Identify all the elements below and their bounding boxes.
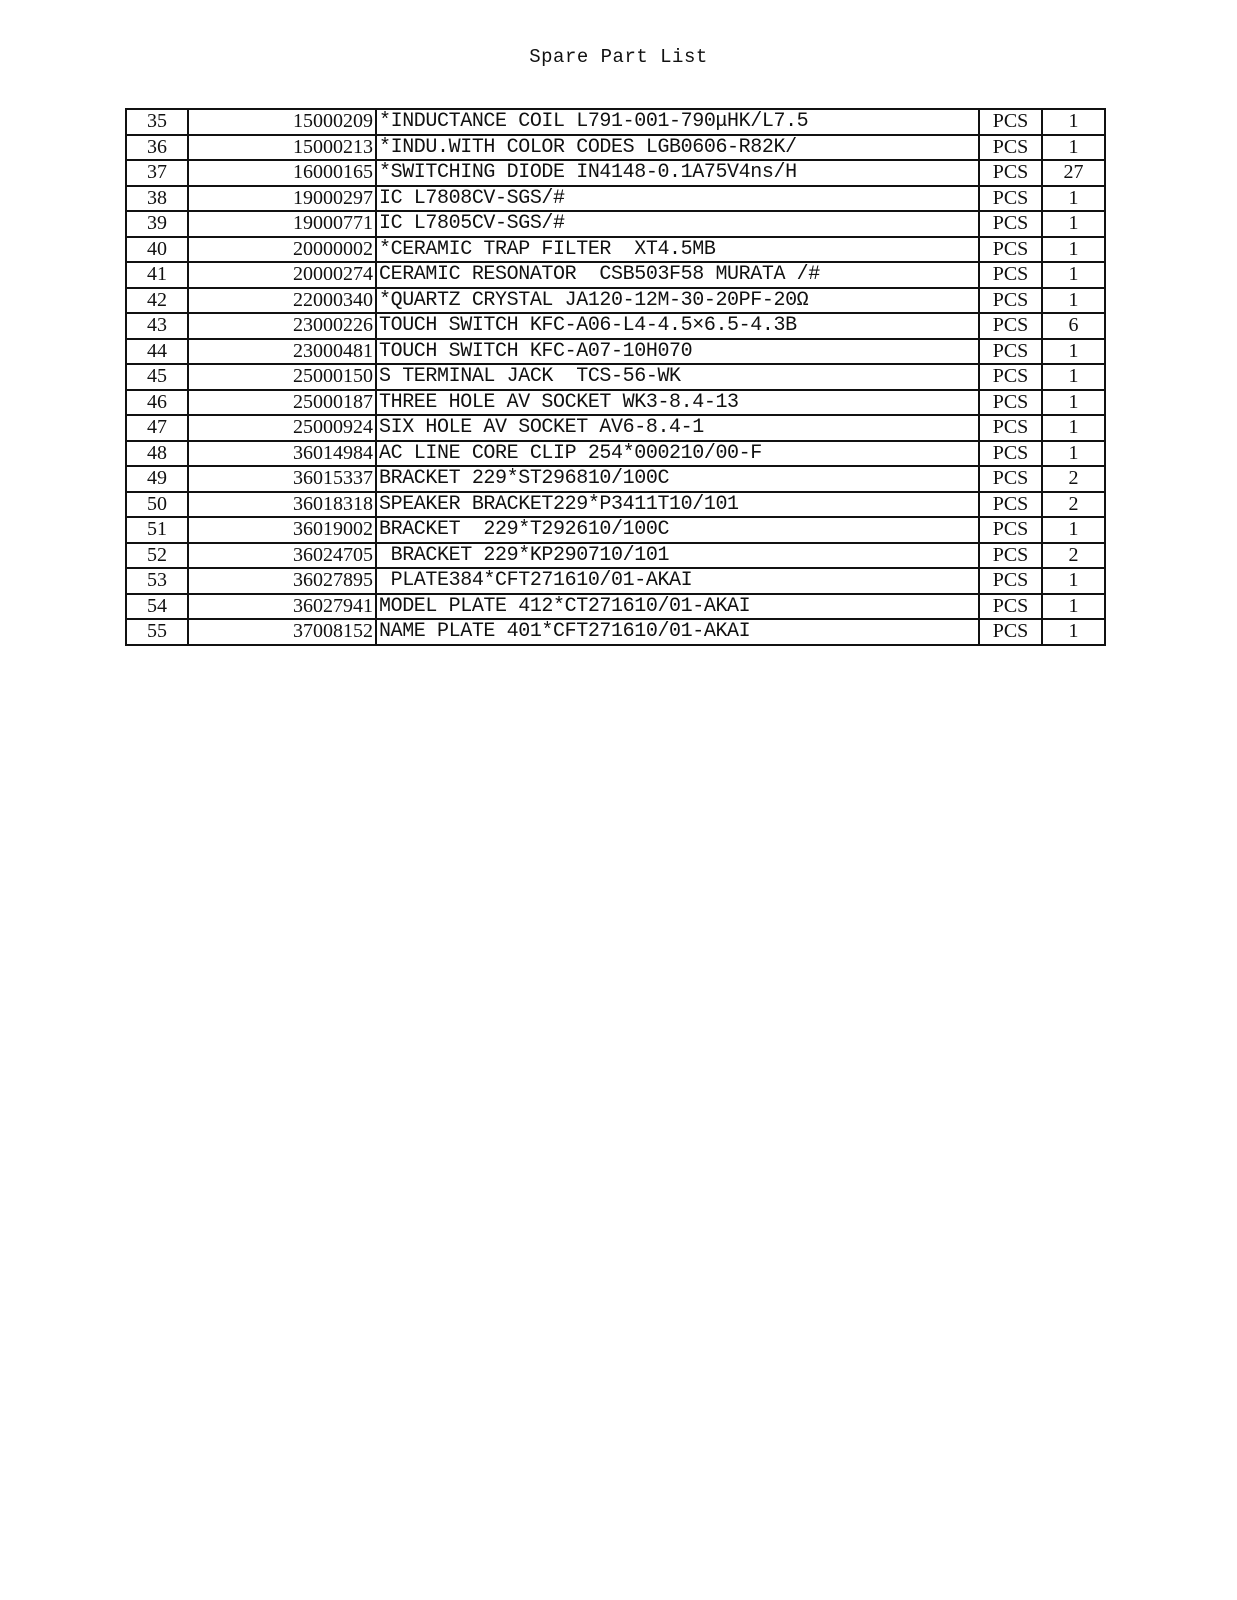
quantity-cell: 1	[1042, 619, 1105, 645]
part-code-cell: 20000002	[188, 237, 376, 263]
part-description-cell: MODEL PLATE 412*CT271610/01-AKAI	[376, 594, 979, 620]
table-row	[126, 619, 1105, 645]
table-row	[126, 186, 1105, 212]
unit-cell: PCS	[979, 492, 1042, 518]
part-description-cell: *QUARTZ CRYSTAL JA120-12M-30-20PF-20Ω	[376, 288, 979, 314]
item-number-cell: 48	[126, 441, 188, 467]
table-row	[126, 390, 1105, 416]
unit-cell: PCS	[979, 441, 1042, 467]
spare-parts-table	[125, 108, 1106, 646]
table-row	[126, 288, 1105, 314]
quantity-cell: 1	[1042, 288, 1105, 314]
part-code-cell: 36024705	[188, 543, 376, 569]
quantity-cell: 27	[1042, 160, 1105, 186]
quantity-cell: 1	[1042, 568, 1105, 594]
item-number-cell: 35	[126, 109, 188, 135]
part-code-cell: 20000274	[188, 262, 376, 288]
unit-cell: PCS	[979, 313, 1042, 339]
unit-cell: PCS	[979, 339, 1042, 365]
part-description-cell: THREE HOLE AV SOCKET WK3-8.4-13	[376, 390, 979, 416]
part-description-cell: *CERAMIC TRAP FILTER XT4.5MB	[376, 237, 979, 263]
part-description-cell: BRACKET 229*T292610/100C	[376, 517, 979, 543]
part-code-cell: 19000771	[188, 211, 376, 237]
part-code-cell: 15000213	[188, 135, 376, 161]
quantity-cell: 1	[1042, 517, 1105, 543]
unit-cell: PCS	[979, 568, 1042, 594]
part-code-cell: 37008152	[188, 619, 376, 645]
unit-cell: PCS	[979, 619, 1042, 645]
item-number-cell: 45	[126, 364, 188, 390]
item-number-cell: 39	[126, 211, 188, 237]
unit-cell: PCS	[979, 186, 1042, 212]
part-description-cell: IC L7805CV-SGS/#	[376, 211, 979, 237]
item-number-cell: 37	[126, 160, 188, 186]
table-row	[126, 262, 1105, 288]
part-code-cell: 25000150	[188, 364, 376, 390]
part-code-cell: 36019002	[188, 517, 376, 543]
part-description-cell: *SWITCHING DIODE IN4148-0.1A75V4ns/H	[376, 160, 979, 186]
part-code-cell: 23000481	[188, 339, 376, 365]
quantity-cell: 1	[1042, 262, 1105, 288]
part-description-cell: SPEAKER BRACKET229*P3411T10/101	[376, 492, 979, 518]
part-description-cell: BRACKET 229*KP290710/101	[376, 543, 979, 569]
part-description-cell: TOUCH SWITCH KFC-A06-L4-4.5×6.5-4.3B	[376, 313, 979, 339]
part-description-cell: *INDUCTANCE COIL L791-001-790μHK/L7.5	[376, 109, 979, 135]
part-code-cell: 25000924	[188, 415, 376, 441]
table-row	[126, 492, 1105, 518]
part-code-cell: 36018318	[188, 492, 376, 518]
quantity-cell: 1	[1042, 186, 1105, 212]
quantity-cell: 1	[1042, 237, 1105, 263]
table-row	[126, 441, 1105, 467]
part-code-cell: 36027895	[188, 568, 376, 594]
part-code-cell: 25000187	[188, 390, 376, 416]
item-number-cell: 53	[126, 568, 188, 594]
part-code-cell: 22000340	[188, 288, 376, 314]
part-description-cell: TOUCH SWITCH KFC-A07-10H070	[376, 339, 979, 365]
part-description-cell: IC L7808CV-SGS/#	[376, 186, 979, 212]
table-row	[126, 543, 1105, 569]
item-number-cell: 50	[126, 492, 188, 518]
table-row	[126, 568, 1105, 594]
part-code-cell: 15000209	[188, 109, 376, 135]
unit-cell: PCS	[979, 237, 1042, 263]
item-number-cell: 52	[126, 543, 188, 569]
part-description-cell: *INDU.WITH COLOR CODES LGB0606-R82K/	[376, 135, 979, 161]
table-row	[126, 313, 1105, 339]
unit-cell: PCS	[979, 466, 1042, 492]
item-number-cell: 51	[126, 517, 188, 543]
part-code-cell: 16000165	[188, 160, 376, 186]
unit-cell: PCS	[979, 211, 1042, 237]
table-row	[126, 339, 1105, 365]
unit-cell: PCS	[979, 160, 1042, 186]
table-row	[126, 415, 1105, 441]
part-description-cell: NAME PLATE 401*CFT271610/01-AKAI	[376, 619, 979, 645]
unit-cell: PCS	[979, 543, 1042, 569]
unit-cell: PCS	[979, 364, 1042, 390]
item-number-cell: 42	[126, 288, 188, 314]
item-number-cell: 36	[126, 135, 188, 161]
unit-cell: PCS	[979, 109, 1042, 135]
part-description-cell: S TERMINAL JACK TCS-56-WK	[376, 364, 979, 390]
item-number-cell: 41	[126, 262, 188, 288]
part-description-cell: BRACKET 229*ST296810/100C	[376, 466, 979, 492]
table-row	[126, 160, 1105, 186]
item-number-cell: 46	[126, 390, 188, 416]
table-row	[126, 594, 1105, 620]
unit-cell: PCS	[979, 594, 1042, 620]
part-code-cell: 36014984	[188, 441, 376, 467]
unit-cell: PCS	[979, 135, 1042, 161]
part-code-cell: 36015337	[188, 466, 376, 492]
part-description-cell: CERAMIC RESONATOR CSB503F58 MURATA /#	[376, 262, 979, 288]
item-number-cell: 43	[126, 313, 188, 339]
table-row	[126, 109, 1105, 135]
quantity-cell: 1	[1042, 415, 1105, 441]
part-description-cell: SIX HOLE AV SOCKET AV6-8.4-1	[376, 415, 979, 441]
item-number-cell: 54	[126, 594, 188, 620]
quantity-cell: 1	[1042, 135, 1105, 161]
table-row	[126, 517, 1105, 543]
item-number-cell: 47	[126, 415, 188, 441]
quantity-cell: 1	[1042, 441, 1105, 467]
quantity-cell: 6	[1042, 313, 1105, 339]
part-description-cell: AC LINE CORE CLIP 254*000210/00-F	[376, 441, 979, 467]
table-row	[126, 466, 1105, 492]
item-number-cell: 44	[126, 339, 188, 365]
quantity-cell: 1	[1042, 211, 1105, 237]
quantity-cell: 1	[1042, 339, 1105, 365]
part-description-cell: PLATE384*CFT271610/01-AKAI	[376, 568, 979, 594]
quantity-cell: 1	[1042, 594, 1105, 620]
quantity-cell: 2	[1042, 466, 1105, 492]
page-title: Spare Part List	[529, 46, 708, 68]
quantity-cell: 1	[1042, 390, 1105, 416]
table-row	[126, 211, 1105, 237]
quantity-cell: 1	[1042, 109, 1105, 135]
quantity-cell: 2	[1042, 543, 1105, 569]
unit-cell: PCS	[979, 288, 1042, 314]
unit-cell: PCS	[979, 262, 1042, 288]
spare-parts-table-body	[126, 109, 1105, 645]
quantity-cell: 2	[1042, 492, 1105, 518]
table-row	[126, 364, 1105, 390]
unit-cell: PCS	[979, 517, 1042, 543]
table-row	[126, 237, 1105, 263]
item-number-cell: 40	[126, 237, 188, 263]
part-code-cell: 23000226	[188, 313, 376, 339]
unit-cell: PCS	[979, 390, 1042, 416]
item-number-cell: 38	[126, 186, 188, 212]
unit-cell: PCS	[979, 415, 1042, 441]
part-code-cell: 19000297	[188, 186, 376, 212]
item-number-cell: 55	[126, 619, 188, 645]
item-number-cell: 49	[126, 466, 188, 492]
part-code-cell: 36027941	[188, 594, 376, 620]
quantity-cell: 1	[1042, 364, 1105, 390]
table-row	[126, 135, 1105, 161]
